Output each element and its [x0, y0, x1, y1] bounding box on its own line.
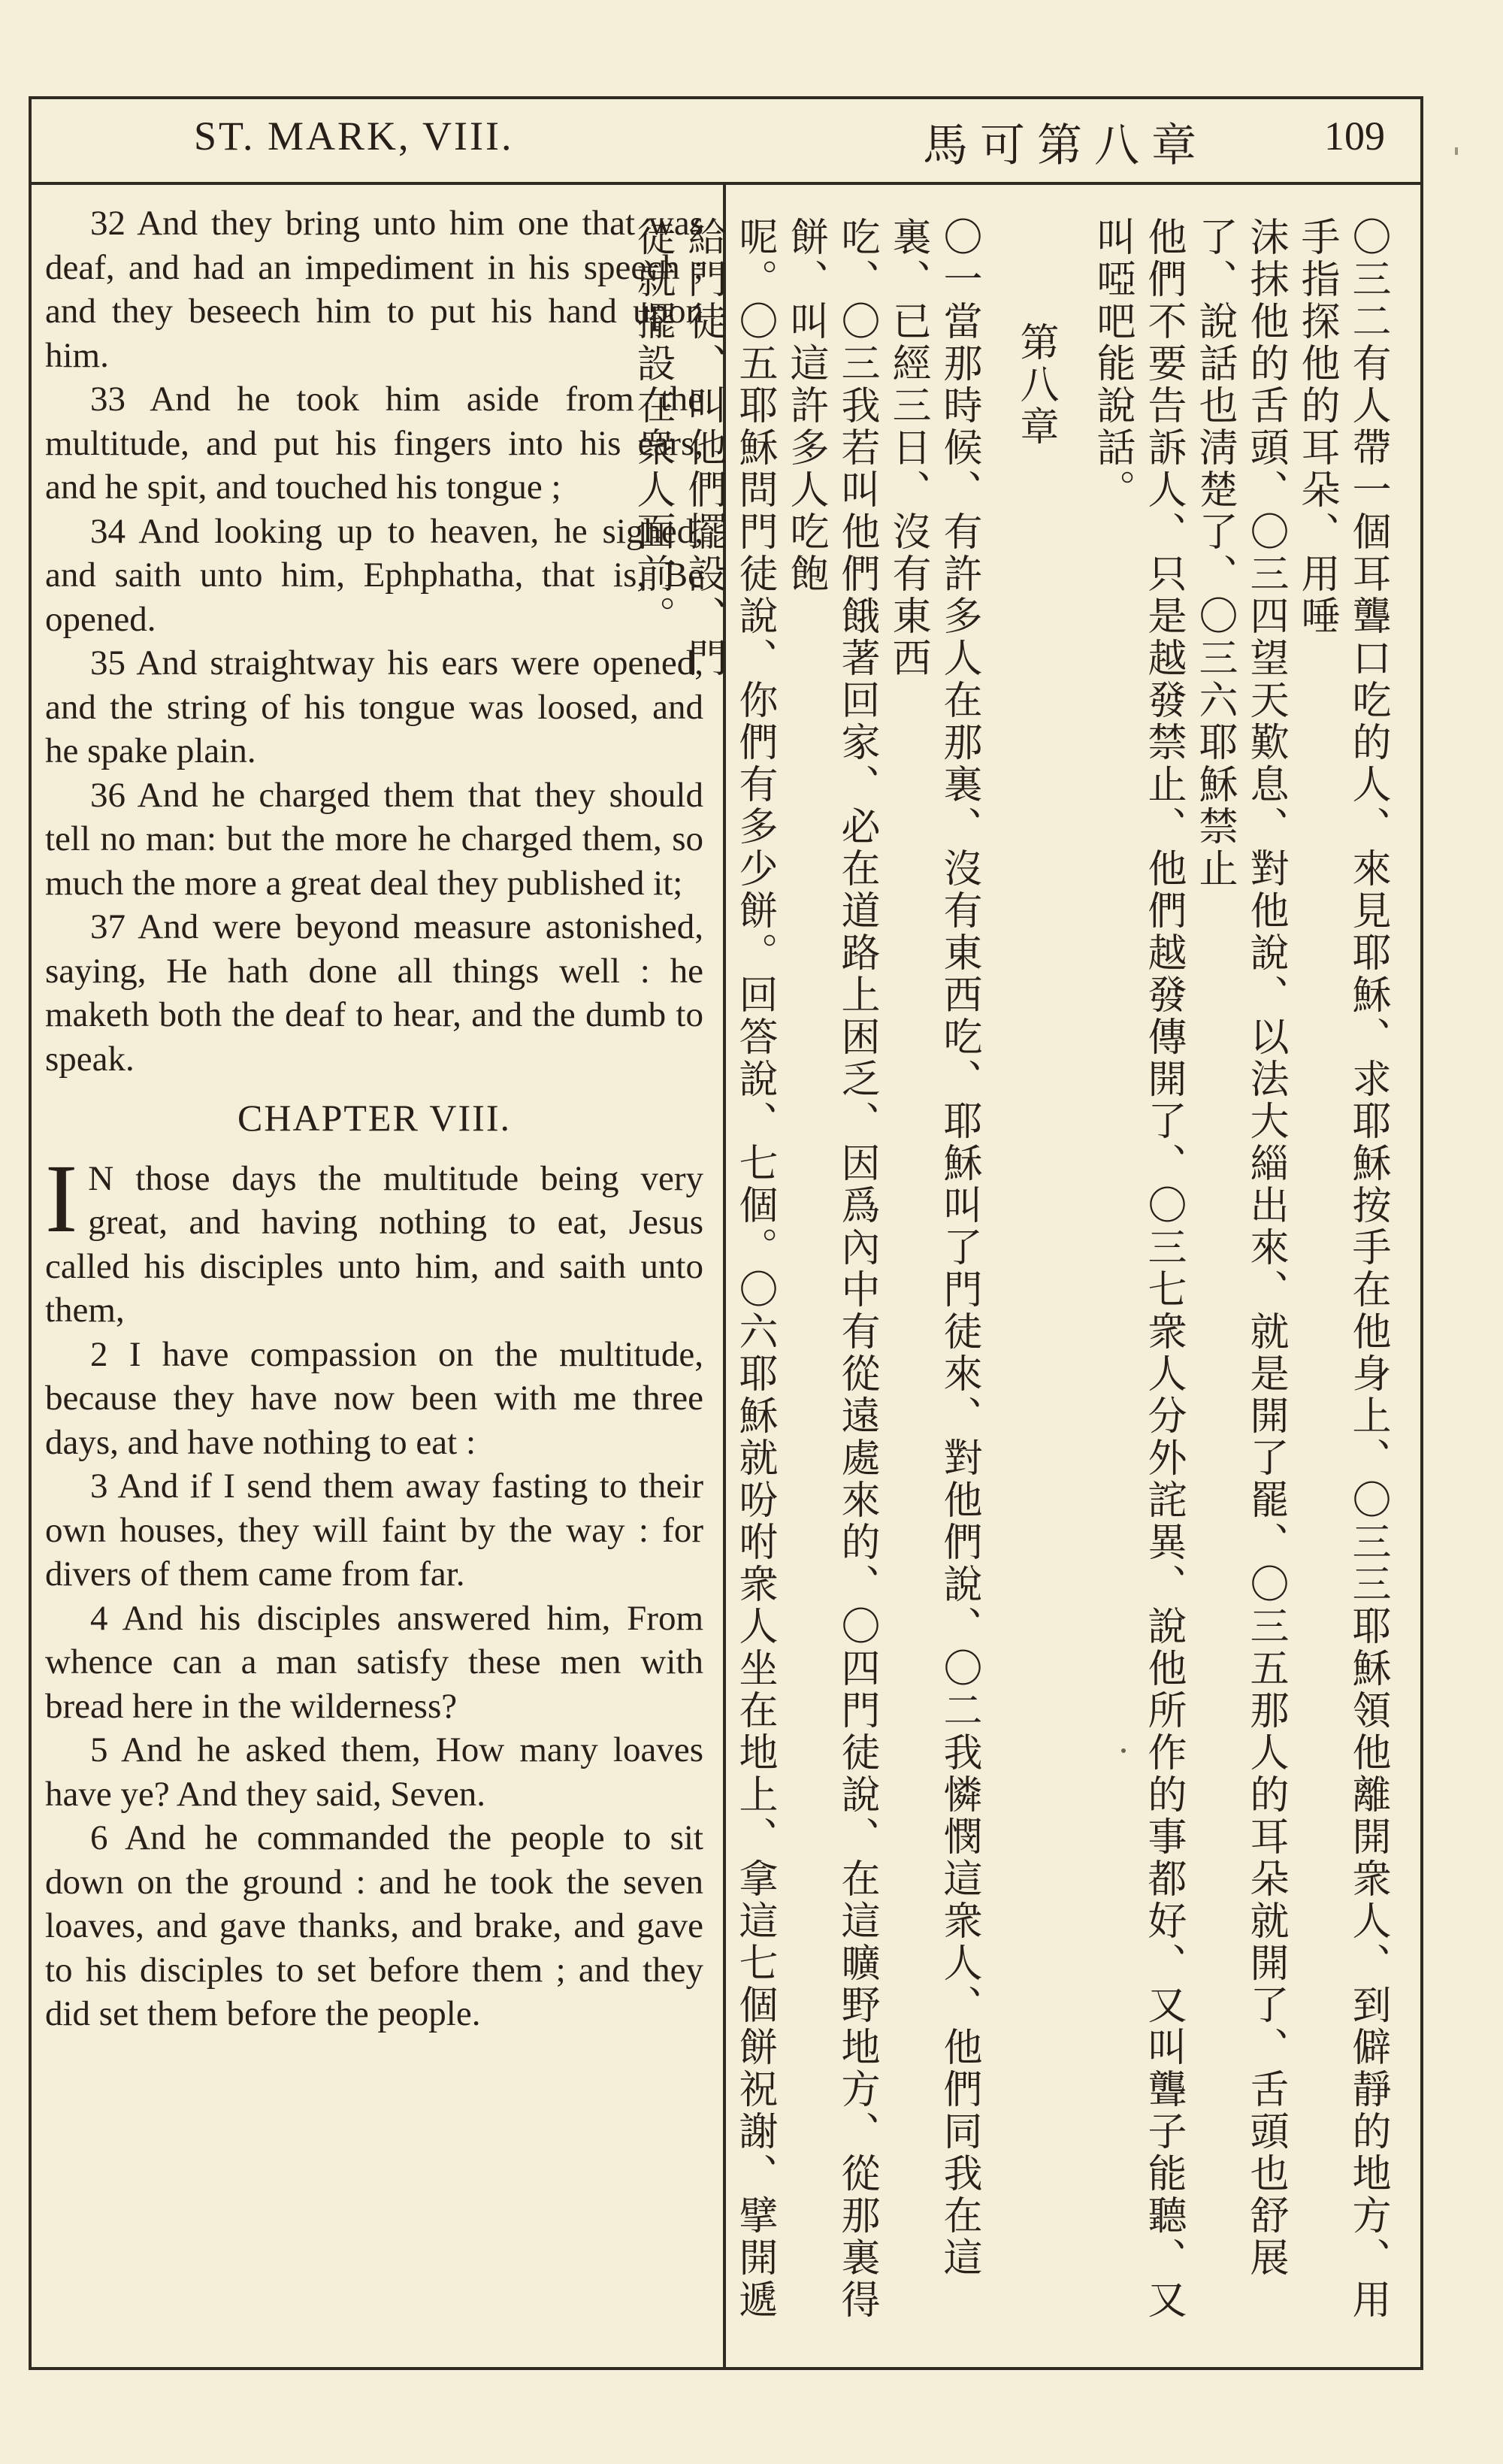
verse-paragraph: 2 I have compassion on the multitude, because they have now been with me three days, and have nothing to eat : [45, 1334, 703, 1462]
english-column [45, 201, 703, 2036]
margin-speck [1455, 147, 1458, 155]
chinese-chapter-heading: 第八章 [1013, 322, 1058, 448]
drop-cap: I [45, 1144, 78, 1253]
page-number: 109 [1324, 114, 1385, 159]
verse-paragraph: 34 And looking up to heaven, he sighed, and saith unto him, Ephphatha, that is, Be opened. [45, 511, 703, 639]
verse-paragraph: 36 And he charged them that they should tell no man: but the more he charged them, so much the more a great deal they published it; [45, 775, 703, 903]
verse-paragraph: 3 And if I send them away fasting to their own houses, they will faint by the way : for divers of them came from far. [45, 1467, 703, 1594]
verse-paragraph: 6 And he commanded the people to sit down on the ground : and he took the seven loaves, and gave thanks, and brake, and gave to his disciples to set before them ; and they did set them before the people. [45, 1818, 703, 2033]
chapter-opening-paragraph [45, 1144, 703, 1333]
verse-paragraph: 37 And were beyond measure astonished, saying, He hath done all things well : he maketh both the deaf to hear, and the dumb to speak. [45, 907, 703, 1079]
chinese-text-line: 〇三二有人帶一個耳聾口吃的人、來見耶穌、求耶穌按手在他身上、〇三三耶穌領他離開衆人、到僻靜的地方、用手指探他的耳朵、用唾 [1294, 216, 1390, 2321]
chinese-text-line: 他們不要告訴人、只是越發禁止、他們越發傳開了、〇三七衆人分外詫異、說他所作的事都好、又叫聾子能聽、又叫啞吧能說話。 [1090, 216, 1186, 2321]
chinese-text-line: 呢。〇五耶穌問門徒說、你們有多少餅。回答說、七個。〇六耶穌就吩咐衆人坐在地上、拿這七個餅祝謝、擘開遞給門徒、叫他們擺設、門 [681, 216, 777, 2321]
verse-paragraph: 5 And he asked them, How many loaves have ye? And they said, Seven. [45, 1730, 703, 1814]
verse-paragraph: 33 And he took him aside from the multitude, and put his fingers into his ears, and he spit, and touched his tongue ; [45, 380, 703, 507]
chinese-text-line: 徒就擺設在衆人面前。 [630, 216, 675, 637]
chinese-text-line: 沫抹他的舌頭、〇三四望天歎息、對他說、以法大緇出來、就是開了罷、〇三五那人的耳朵就開了、舌頭也舒展了、說話也淸楚了、〇三六耶穌禁止 [1192, 216, 1288, 2279]
verse-paragraph: 4 And his disciples answered him, From whence can a man satisfy these men with bread here in the wilderness? [45, 1598, 703, 1726]
header-chinese-title: 馬可第八章 [923, 120, 1208, 172]
running-header [29, 96, 1423, 185]
chinese-column [630, 216, 1393, 2344]
verse-paragraph: 32 And they bring unto him one that was deaf, and had an impediment in his speech ; and they beseech him to put his hand upon him. [45, 204, 703, 375]
header-english-title: ST. MARK, VIII. [194, 114, 514, 159]
verse-paragraph: 35 And straightway his ears were opened, and the string of his tongue was loosed, and he spake plain. [45, 643, 703, 770]
opening-text: N those days the multitude being very great, and having nothing to eat, Jesus called his disciples unto him, and saith unto them, [45, 1158, 703, 1330]
stray-dot [1121, 1748, 1126, 1753]
chinese-text-line: 吃、〇三我若叫他們餓著回家、必在道路上困乏、因爲內中有從遠處來的、〇四門徒說、在這曠野地方、從那裏得餅、叫這許多人吃飽 [783, 216, 879, 2321]
chapter-heading: CHAPTER VIII. [237, 1097, 511, 1139]
chinese-text-line: 〇一當那時候、有許多人在那裏、沒有東西吃、耶穌叫了門徒來、對他們說、〇二我憐憫這衆人、他們同我在這裏、已經三日、沒有東西 [885, 216, 981, 2279]
